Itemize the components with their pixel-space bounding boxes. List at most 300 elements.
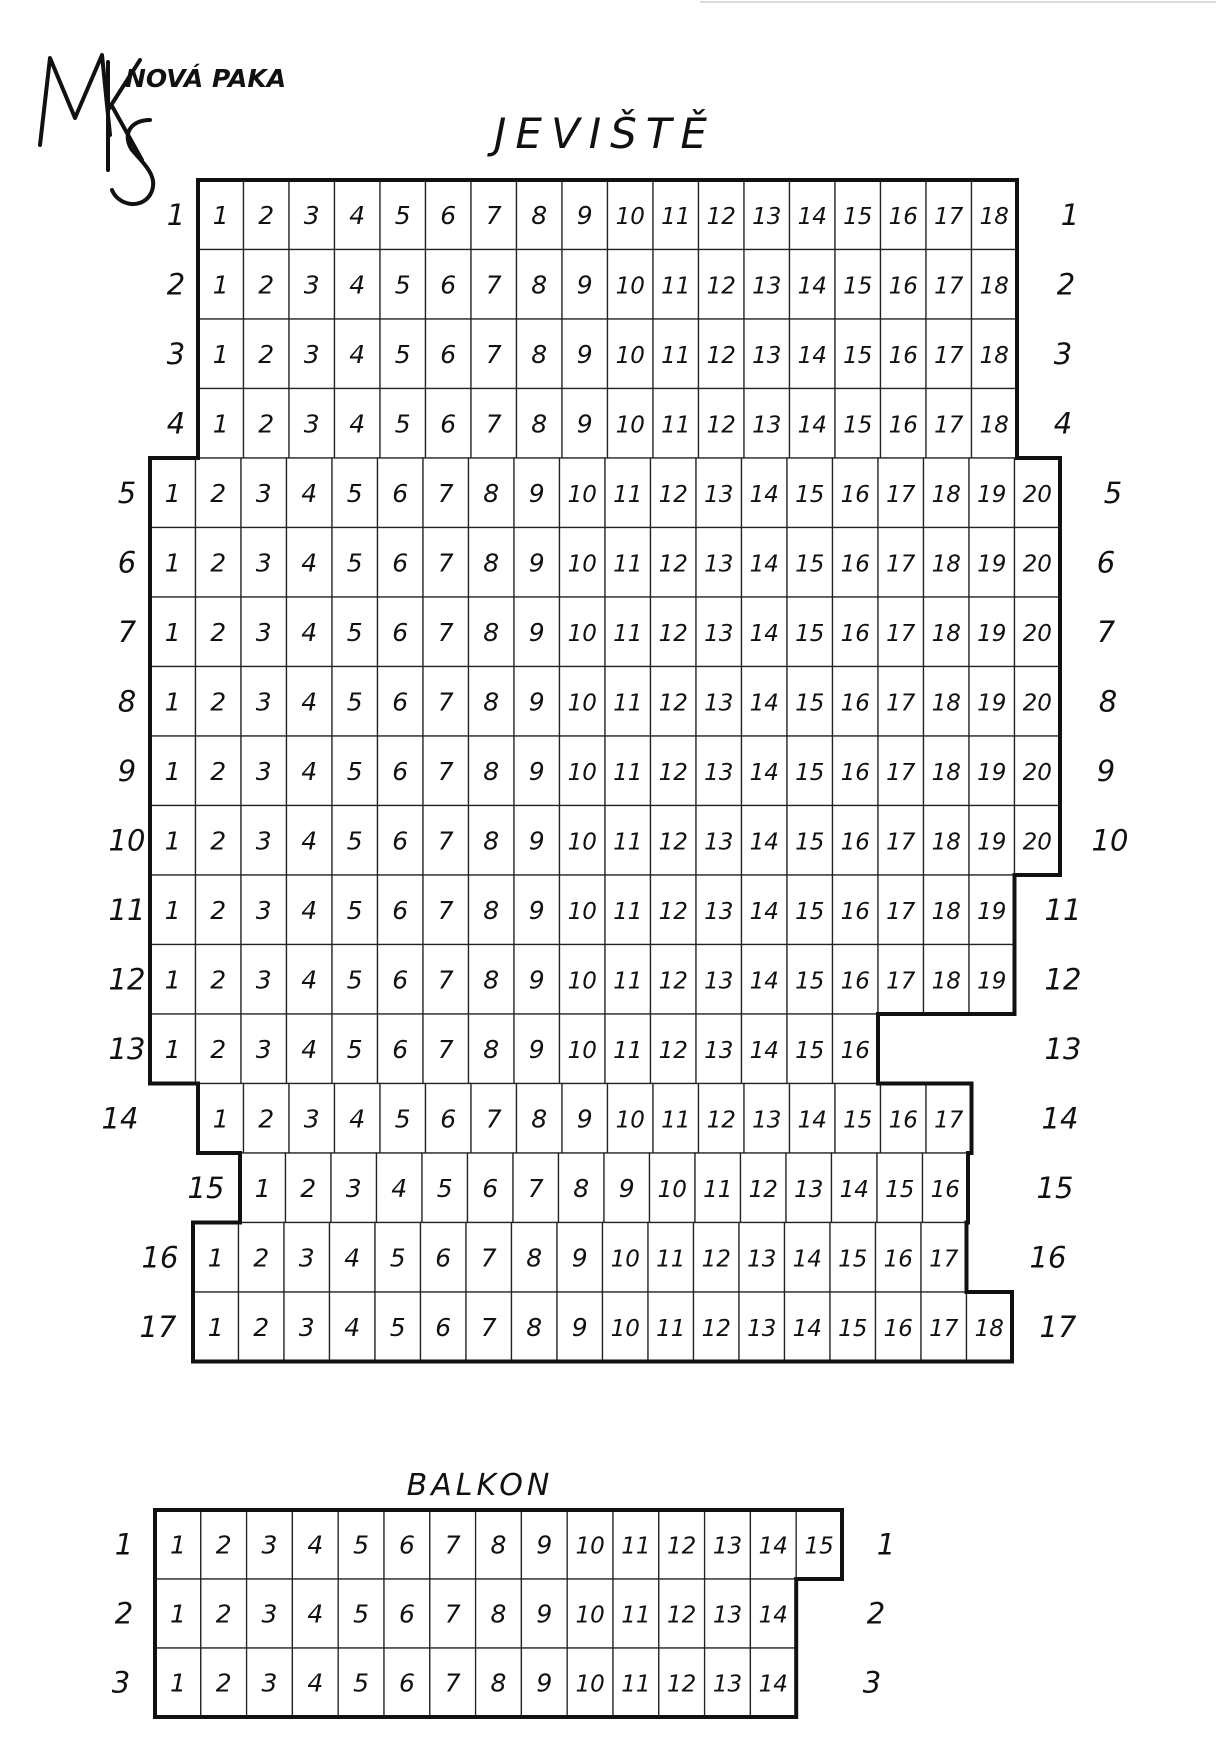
- ground-seat-8-14[interactable]: [742, 667, 788, 737]
- ground-seat-4-7[interactable]: [471, 389, 517, 459]
- ground-seat-3-10[interactable]: [608, 319, 654, 389]
- ground-seat-13-14[interactable]: [742, 1014, 788, 1084]
- ground-seat-4-6[interactable]: [426, 389, 472, 459]
- ground-seat-3-13[interactable]: [744, 319, 790, 389]
- ground-seat-6-5[interactable]: [332, 528, 378, 598]
- ground-seat-10-12[interactable]: [651, 806, 697, 876]
- ground-seat-6-16[interactable]: [833, 528, 879, 598]
- ground-seat-12-5[interactable]: [332, 945, 378, 1015]
- ground-seat-12-3[interactable]: [241, 945, 287, 1015]
- ground-seat-5-5[interactable]: [332, 458, 378, 528]
- ground-seat-14-14[interactable]: [790, 1084, 836, 1154]
- ground-seat-10-10[interactable]: [560, 806, 606, 876]
- balcony-seat-2-14[interactable]: [750, 1579, 796, 1648]
- ground-seat-11-10[interactable]: [560, 875, 606, 945]
- balcony-seat-3-13[interactable]: [705, 1648, 751, 1717]
- ground-seat-10-20[interactable]: [1015, 806, 1061, 876]
- ground-seat-9-12[interactable]: [651, 736, 697, 806]
- ground-seat-5-12[interactable]: [651, 458, 697, 528]
- ground-seat-10-17[interactable]: [878, 806, 924, 876]
- ground-seat-5-1[interactable]: [150, 458, 196, 528]
- ground-seat-4-4[interactable]: [335, 389, 381, 459]
- ground-seat-4-18[interactable]: [972, 389, 1018, 459]
- balcony-seat-3-10[interactable]: [567, 1648, 613, 1717]
- ground-seat-15-15[interactable]: [877, 1153, 923, 1223]
- ground-seat-17-13[interactable]: [739, 1292, 785, 1362]
- ground-seat-7-11[interactable]: [605, 597, 651, 667]
- ground-seat-12-14[interactable]: [742, 945, 788, 1015]
- ground-seat-7-2[interactable]: [196, 597, 242, 667]
- ground-seat-2-5[interactable]: [380, 250, 426, 320]
- ground-seat-6-10[interactable]: [560, 528, 606, 598]
- ground-seat-11-5[interactable]: [332, 875, 378, 945]
- ground-seat-13-5[interactable]: [332, 1014, 378, 1084]
- balcony-seat-3-8[interactable]: [476, 1648, 522, 1717]
- ground-seat-2-3[interactable]: [289, 250, 335, 320]
- ground-seat-6-14[interactable]: [742, 528, 788, 598]
- ground-seat-2-11[interactable]: [653, 250, 699, 320]
- ground-seat-17-1[interactable]: [193, 1292, 239, 1362]
- balcony-seat-1-15[interactable]: [796, 1510, 842, 1579]
- ground-seat-12-13[interactable]: [696, 945, 742, 1015]
- ground-seat-17-6[interactable]: [421, 1292, 467, 1362]
- ground-seat-3-18[interactable]: [972, 319, 1018, 389]
- ground-seat-8-9[interactable]: [514, 667, 560, 737]
- ground-seat-14-7[interactable]: [471, 1084, 517, 1154]
- ground-seat-13-10[interactable]: [560, 1014, 606, 1084]
- ground-seat-12-11[interactable]: [605, 945, 651, 1015]
- ground-seat-9-6[interactable]: [378, 736, 424, 806]
- ground-seat-11-3[interactable]: [241, 875, 287, 945]
- ground-seat-16-14[interactable]: [785, 1223, 831, 1293]
- ground-seat-10-19[interactable]: [969, 806, 1015, 876]
- ground-seat-16-10[interactable]: [603, 1223, 649, 1293]
- ground-seat-2-17[interactable]: [926, 250, 972, 320]
- ground-seat-8-5[interactable]: [332, 667, 378, 737]
- balcony-seat-2-12[interactable]: [659, 1579, 705, 1648]
- balcony-seat-2-6[interactable]: [384, 1579, 430, 1648]
- ground-seat-1-12[interactable]: [699, 180, 745, 250]
- ground-seat-1-16[interactable]: [881, 180, 927, 250]
- ground-seat-10-1[interactable]: [150, 806, 196, 876]
- ground-seat-8-19[interactable]: [969, 667, 1015, 737]
- ground-seat-8-11[interactable]: [605, 667, 651, 737]
- ground-seat-4-11[interactable]: [653, 389, 699, 459]
- balcony-seat-1-3[interactable]: [247, 1510, 293, 1579]
- ground-seat-10-18[interactable]: [924, 806, 970, 876]
- ground-seat-1-7[interactable]: [471, 180, 517, 250]
- ground-seat-9-19[interactable]: [969, 736, 1015, 806]
- ground-seat-7-6[interactable]: [378, 597, 424, 667]
- ground-seat-13-11[interactable]: [605, 1014, 651, 1084]
- ground-seat-3-16[interactable]: [881, 319, 927, 389]
- ground-seat-13-16[interactable]: [833, 1014, 879, 1084]
- ground-seat-14-2[interactable]: [244, 1084, 290, 1154]
- ground-seat-6-20[interactable]: [1015, 528, 1061, 598]
- ground-seat-11-19[interactable]: [969, 875, 1015, 945]
- ground-seat-16-5[interactable]: [375, 1223, 421, 1293]
- ground-seat-12-4[interactable]: [287, 945, 333, 1015]
- ground-seat-4-8[interactable]: [517, 389, 563, 459]
- ground-seat-9-15[interactable]: [787, 736, 833, 806]
- ground-seat-7-13[interactable]: [696, 597, 742, 667]
- ground-seat-11-6[interactable]: [378, 875, 424, 945]
- ground-seat-6-11[interactable]: [605, 528, 651, 598]
- ground-seat-8-18[interactable]: [924, 667, 970, 737]
- ground-seat-14-17[interactable]: [926, 1084, 972, 1154]
- ground-seat-9-10[interactable]: [560, 736, 606, 806]
- ground-seat-12-19[interactable]: [969, 945, 1015, 1015]
- ground-seat-17-8[interactable]: [512, 1292, 558, 1362]
- balcony-seat-1-14[interactable]: [750, 1510, 796, 1579]
- balcony-seat-2-5[interactable]: [338, 1579, 384, 1648]
- ground-seat-10-2[interactable]: [196, 806, 242, 876]
- ground-seat-2-14[interactable]: [790, 250, 836, 320]
- ground-seat-9-17[interactable]: [878, 736, 924, 806]
- ground-seat-6-19[interactable]: [969, 528, 1015, 598]
- ground-seat-1-2[interactable]: [244, 180, 290, 250]
- ground-seat-12-8[interactable]: [469, 945, 515, 1015]
- ground-seat-17-11[interactable]: [648, 1292, 694, 1362]
- ground-seat-15-16[interactable]: [923, 1153, 969, 1223]
- ground-seat-4-5[interactable]: [380, 389, 426, 459]
- balcony-seat-1-9[interactable]: [521, 1510, 567, 1579]
- ground-seat-4-10[interactable]: [608, 389, 654, 459]
- ground-seat-11-18[interactable]: [924, 875, 970, 945]
- ground-seat-8-16[interactable]: [833, 667, 879, 737]
- ground-seat-3-14[interactable]: [790, 319, 836, 389]
- ground-seat-16-13[interactable]: [739, 1223, 785, 1293]
- ground-seat-7-8[interactable]: [469, 597, 515, 667]
- ground-seat-16-8[interactable]: [512, 1223, 558, 1293]
- ground-seat-11-4[interactable]: [287, 875, 333, 945]
- ground-seat-13-8[interactable]: [469, 1014, 515, 1084]
- ground-seat-2-16[interactable]: [881, 250, 927, 320]
- ground-seat-5-20[interactable]: [1015, 458, 1061, 528]
- ground-seat-6-1[interactable]: [150, 528, 196, 598]
- ground-seat-2-7[interactable]: [471, 250, 517, 320]
- ground-seat-8-1[interactable]: [150, 667, 196, 737]
- ground-seat-11-15[interactable]: [787, 875, 833, 945]
- ground-seat-13-9[interactable]: [514, 1014, 560, 1084]
- ground-seat-11-12[interactable]: [651, 875, 697, 945]
- ground-seat-3-6[interactable]: [426, 319, 472, 389]
- ground-seat-4-12[interactable]: [699, 389, 745, 459]
- ground-seat-2-2[interactable]: [244, 250, 290, 320]
- ground-seat-12-10[interactable]: [560, 945, 606, 1015]
- ground-seat-7-17[interactable]: [878, 597, 924, 667]
- ground-seat-7-10[interactable]: [560, 597, 606, 667]
- ground-seat-11-16[interactable]: [833, 875, 879, 945]
- ground-seat-9-18[interactable]: [924, 736, 970, 806]
- ground-seat-15-11[interactable]: [695, 1153, 741, 1223]
- balcony-seat-1-12[interactable]: [659, 1510, 705, 1579]
- ground-seat-17-4[interactable]: [330, 1292, 376, 1362]
- ground-seat-10-7[interactable]: [423, 806, 469, 876]
- ground-seat-13-2[interactable]: [196, 1014, 242, 1084]
- ground-seat-6-2[interactable]: [196, 528, 242, 598]
- ground-seat-2-4[interactable]: [335, 250, 381, 320]
- ground-seat-6-7[interactable]: [423, 528, 469, 598]
- ground-seat-6-9[interactable]: [514, 528, 560, 598]
- ground-seat-17-10[interactable]: [603, 1292, 649, 1362]
- ground-seat-1-13[interactable]: [744, 180, 790, 250]
- ground-seat-7-4[interactable]: [287, 597, 333, 667]
- balcony-seat-2-13[interactable]: [705, 1579, 751, 1648]
- ground-seat-17-18[interactable]: [967, 1292, 1013, 1362]
- ground-seat-16-1[interactable]: [193, 1223, 239, 1293]
- ground-seat-10-11[interactable]: [605, 806, 651, 876]
- ground-seat-1-11[interactable]: [653, 180, 699, 250]
- ground-seat-8-13[interactable]: [696, 667, 742, 737]
- ground-seat-1-10[interactable]: [608, 180, 654, 250]
- ground-seat-6-8[interactable]: [469, 528, 515, 598]
- ground-seat-17-9[interactable]: [557, 1292, 603, 1362]
- ground-seat-8-12[interactable]: [651, 667, 697, 737]
- ground-seat-11-2[interactable]: [196, 875, 242, 945]
- ground-seat-12-15[interactable]: [787, 945, 833, 1015]
- ground-seat-12-18[interactable]: [924, 945, 970, 1015]
- ground-seat-3-1[interactable]: [198, 319, 244, 389]
- ground-seat-15-12[interactable]: [741, 1153, 787, 1223]
- ground-seat-15-7[interactable]: [513, 1153, 559, 1223]
- ground-seat-16-9[interactable]: [557, 1223, 603, 1293]
- balcony-seat-2-2[interactable]: [201, 1579, 247, 1648]
- ground-seat-6-15[interactable]: [787, 528, 833, 598]
- ground-seat-8-6[interactable]: [378, 667, 424, 737]
- ground-seat-11-7[interactable]: [423, 875, 469, 945]
- balcony-seat-2-7[interactable]: [430, 1579, 476, 1648]
- ground-seat-14-8[interactable]: [517, 1084, 563, 1154]
- ground-seat-15-8[interactable]: [559, 1153, 605, 1223]
- ground-seat-16-3[interactable]: [284, 1223, 330, 1293]
- ground-seat-17-14[interactable]: [785, 1292, 831, 1362]
- ground-seat-10-14[interactable]: [742, 806, 788, 876]
- ground-seat-9-20[interactable]: [1015, 736, 1061, 806]
- ground-seat-10-15[interactable]: [787, 806, 833, 876]
- balcony-seat-1-6[interactable]: [384, 1510, 430, 1579]
- balcony-seat-3-14[interactable]: [750, 1648, 796, 1717]
- ground-seat-17-5[interactable]: [375, 1292, 421, 1362]
- ground-seat-4-14[interactable]: [790, 389, 836, 459]
- balcony-seat-3-3[interactable]: [247, 1648, 293, 1717]
- ground-seat-13-7[interactable]: [423, 1014, 469, 1084]
- ground-seat-13-15[interactable]: [787, 1014, 833, 1084]
- ground-seat-5-18[interactable]: [924, 458, 970, 528]
- balcony-seat-1-7[interactable]: [430, 1510, 476, 1579]
- ground-seat-9-3[interactable]: [241, 736, 287, 806]
- ground-seat-7-5[interactable]: [332, 597, 378, 667]
- ground-seat-2-9[interactable]: [562, 250, 608, 320]
- balcony-seat-1-2[interactable]: [201, 1510, 247, 1579]
- ground-seat-5-8[interactable]: [469, 458, 515, 528]
- ground-seat-14-16[interactable]: [881, 1084, 927, 1154]
- ground-seat-5-16[interactable]: [833, 458, 879, 528]
- ground-seat-5-10[interactable]: [560, 458, 606, 528]
- ground-seat-13-12[interactable]: [651, 1014, 697, 1084]
- ground-seat-13-3[interactable]: [241, 1014, 287, 1084]
- balcony-seat-1-5[interactable]: [338, 1510, 384, 1579]
- ground-seat-4-9[interactable]: [562, 389, 608, 459]
- ground-seat-5-3[interactable]: [241, 458, 287, 528]
- ground-seat-15-14[interactable]: [832, 1153, 878, 1223]
- ground-seat-17-7[interactable]: [466, 1292, 512, 1362]
- ground-seat-14-3[interactable]: [289, 1084, 335, 1154]
- ground-seat-2-13[interactable]: [744, 250, 790, 320]
- ground-seat-12-16[interactable]: [833, 945, 879, 1015]
- ground-seat-2-18[interactable]: [972, 250, 1018, 320]
- ground-seat-4-2[interactable]: [244, 389, 290, 459]
- ground-seat-17-17[interactable]: [921, 1292, 967, 1362]
- ground-seat-1-14[interactable]: [790, 180, 836, 250]
- ground-seat-15-10[interactable]: [650, 1153, 696, 1223]
- ground-seat-4-13[interactable]: [744, 389, 790, 459]
- ground-seat-14-15[interactable]: [835, 1084, 881, 1154]
- ground-seat-7-1[interactable]: [150, 597, 196, 667]
- ground-seat-3-7[interactable]: [471, 319, 517, 389]
- balcony-seat-1-11[interactable]: [613, 1510, 659, 1579]
- ground-seat-16-15[interactable]: [830, 1223, 876, 1293]
- ground-seat-10-16[interactable]: [833, 806, 879, 876]
- ground-seat-6-4[interactable]: [287, 528, 333, 598]
- ground-seat-6-18[interactable]: [924, 528, 970, 598]
- ground-seat-6-6[interactable]: [378, 528, 424, 598]
- ground-seat-11-13[interactable]: [696, 875, 742, 945]
- ground-seat-1-3[interactable]: [289, 180, 335, 250]
- ground-seat-13-1[interactable]: [150, 1014, 196, 1084]
- ground-seat-1-1[interactable]: [198, 180, 244, 250]
- ground-seat-14-9[interactable]: [562, 1084, 608, 1154]
- ground-seat-14-6[interactable]: [426, 1084, 472, 1154]
- ground-seat-3-12[interactable]: [699, 319, 745, 389]
- ground-seat-8-17[interactable]: [878, 667, 924, 737]
- balcony-seat-1-4[interactable]: [292, 1510, 338, 1579]
- ground-seat-9-13[interactable]: [696, 736, 742, 806]
- ground-seat-5-15[interactable]: [787, 458, 833, 528]
- ground-seat-16-7[interactable]: [466, 1223, 512, 1293]
- ground-seat-14-12[interactable]: [699, 1084, 745, 1154]
- ground-seat-16-6[interactable]: [421, 1223, 467, 1293]
- ground-seat-16-4[interactable]: [330, 1223, 376, 1293]
- balcony-seat-1-8[interactable]: [476, 1510, 522, 1579]
- balcony-seat-2-11[interactable]: [613, 1579, 659, 1648]
- ground-seat-12-2[interactable]: [196, 945, 242, 1015]
- ground-seat-14-13[interactable]: [744, 1084, 790, 1154]
- ground-seat-9-8[interactable]: [469, 736, 515, 806]
- ground-seat-3-17[interactable]: [926, 319, 972, 389]
- ground-seat-14-4[interactable]: [335, 1084, 381, 1154]
- ground-seat-2-6[interactable]: [426, 250, 472, 320]
- ground-seat-15-9[interactable]: [604, 1153, 650, 1223]
- ground-seat-7-9[interactable]: [514, 597, 560, 667]
- balcony-seat-3-5[interactable]: [338, 1648, 384, 1717]
- ground-seat-9-7[interactable]: [423, 736, 469, 806]
- ground-seat-6-13[interactable]: [696, 528, 742, 598]
- ground-seat-15-5[interactable]: [422, 1153, 468, 1223]
- ground-seat-12-6[interactable]: [378, 945, 424, 1015]
- ground-seat-6-12[interactable]: [651, 528, 697, 598]
- ground-seat-1-8[interactable]: [517, 180, 563, 250]
- ground-seat-3-5[interactable]: [380, 319, 426, 389]
- ground-seat-10-13[interactable]: [696, 806, 742, 876]
- ground-seat-7-16[interactable]: [833, 597, 879, 667]
- ground-seat-8-10[interactable]: [560, 667, 606, 737]
- ground-seat-3-8[interactable]: [517, 319, 563, 389]
- balcony-seat-2-4[interactable]: [292, 1579, 338, 1648]
- ground-seat-17-16[interactable]: [876, 1292, 922, 1362]
- balcony-seat-1-1[interactable]: [155, 1510, 201, 1579]
- ground-seat-15-4[interactable]: [377, 1153, 423, 1223]
- ground-seat-11-17[interactable]: [878, 875, 924, 945]
- balcony-seat-1-10[interactable]: [567, 1510, 613, 1579]
- ground-seat-2-8[interactable]: [517, 250, 563, 320]
- ground-seat-17-15[interactable]: [830, 1292, 876, 1362]
- ground-seat-17-2[interactable]: [239, 1292, 285, 1362]
- ground-seat-9-2[interactable]: [196, 736, 242, 806]
- ground-seat-3-3[interactable]: [289, 319, 335, 389]
- balcony-seat-3-2[interactable]: [201, 1648, 247, 1717]
- ground-seat-2-15[interactable]: [835, 250, 881, 320]
- ground-seat-1-4[interactable]: [335, 180, 381, 250]
- ground-seat-3-4[interactable]: [335, 319, 381, 389]
- ground-seat-5-7[interactable]: [423, 458, 469, 528]
- ground-seat-3-2[interactable]: [244, 319, 290, 389]
- ground-seat-10-6[interactable]: [378, 806, 424, 876]
- ground-seat-9-14[interactable]: [742, 736, 788, 806]
- ground-seat-3-9[interactable]: [562, 319, 608, 389]
- ground-seat-11-1[interactable]: [150, 875, 196, 945]
- ground-seat-3-11[interactable]: [653, 319, 699, 389]
- ground-seat-13-4[interactable]: [287, 1014, 333, 1084]
- balcony-seat-3-11[interactable]: [613, 1648, 659, 1717]
- ground-seat-16-12[interactable]: [694, 1223, 740, 1293]
- ground-seat-17-3[interactable]: [284, 1292, 330, 1362]
- balcony-seat-3-1[interactable]: [155, 1648, 201, 1717]
- ground-seat-7-18[interactable]: [924, 597, 970, 667]
- ground-seat-1-9[interactable]: [562, 180, 608, 250]
- ground-seat-4-15[interactable]: [835, 389, 881, 459]
- ground-seat-5-19[interactable]: [969, 458, 1015, 528]
- ground-seat-6-17[interactable]: [878, 528, 924, 598]
- ground-seat-14-1[interactable]: [198, 1084, 244, 1154]
- ground-seat-9-9[interactable]: [514, 736, 560, 806]
- ground-seat-8-4[interactable]: [287, 667, 333, 737]
- ground-seat-11-8[interactable]: [469, 875, 515, 945]
- ground-seat-4-3[interactable]: [289, 389, 335, 459]
- ground-seat-13-6[interactable]: [378, 1014, 424, 1084]
- ground-seat-2-10[interactable]: [608, 250, 654, 320]
- ground-seat-13-13[interactable]: [696, 1014, 742, 1084]
- ground-seat-10-4[interactable]: [287, 806, 333, 876]
- ground-seat-9-1[interactable]: [150, 736, 196, 806]
- ground-seat-5-13[interactable]: [696, 458, 742, 528]
- balcony-seat-3-9[interactable]: [521, 1648, 567, 1717]
- ground-seat-15-2[interactable]: [286, 1153, 332, 1223]
- ground-seat-4-1[interactable]: [198, 389, 244, 459]
- ground-seat-15-6[interactable]: [468, 1153, 514, 1223]
- ground-seat-5-17[interactable]: [878, 458, 924, 528]
- balcony-seat-3-4[interactable]: [292, 1648, 338, 1717]
- balcony-seat-3-12[interactable]: [659, 1648, 705, 1717]
- ground-seat-12-17[interactable]: [878, 945, 924, 1015]
- ground-seat-5-4[interactable]: [287, 458, 333, 528]
- ground-seat-8-2[interactable]: [196, 667, 242, 737]
- ground-seat-14-10[interactable]: [608, 1084, 654, 1154]
- ground-seat-10-5[interactable]: [332, 806, 378, 876]
- ground-seat-9-5[interactable]: [332, 736, 378, 806]
- ground-seat-1-5[interactable]: [380, 180, 426, 250]
- ground-seat-11-9[interactable]: [514, 875, 560, 945]
